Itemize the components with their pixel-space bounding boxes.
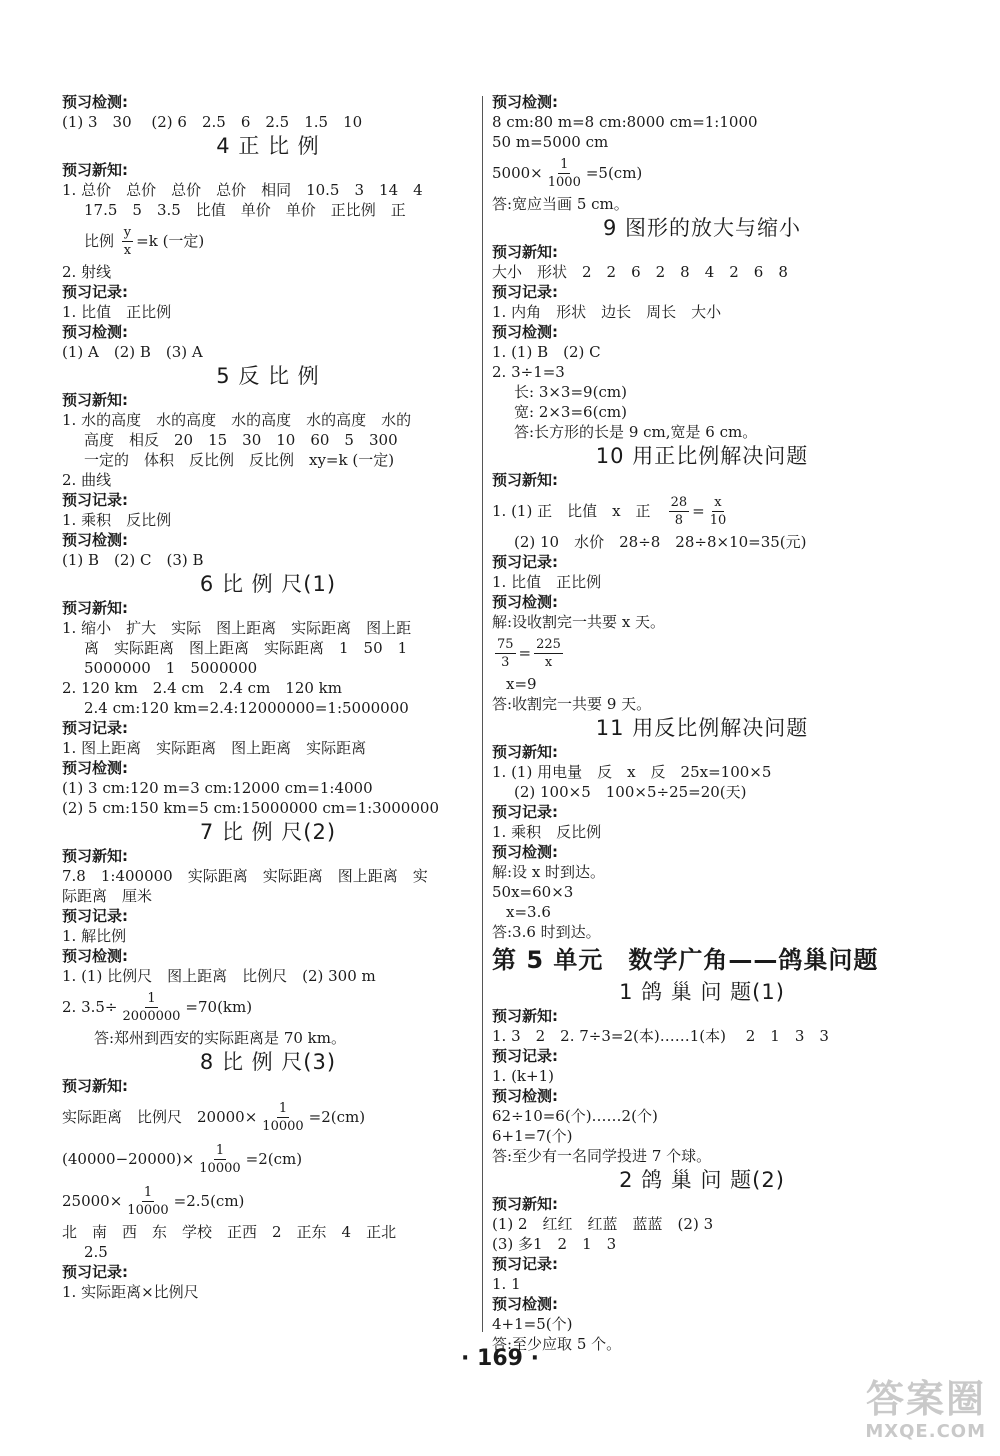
answer-line: 5000000 1 5000000 [84, 659, 258, 677]
answer-line: 1. 图上距离 实际距离 图上距离 实际距离 [62, 739, 367, 757]
fraction-denominator: 8 [674, 512, 683, 528]
unit-title: 第 5 单元 数学广角——鸽巢问题 [492, 946, 879, 974]
answer-line: 2.5 [84, 1243, 108, 1261]
section-label: 预习检测: [62, 323, 128, 341]
answer-line: 答:宽应当画 5 cm。 [492, 195, 629, 213]
math-line [492, 490, 912, 532]
section-label: 预习检测: [62, 93, 128, 111]
math-text: =k (一定) [136, 232, 205, 250]
answer-line: 2. 射线 [62, 263, 112, 281]
fraction-denominator: 1000 [547, 174, 581, 190]
fraction [260, 1100, 305, 1135]
fraction-denominator: 2000000 [122, 1008, 181, 1024]
section-label: 预习记录: [62, 907, 128, 925]
answer-line: 北 南 西 东 学校 正西 2 正东 4 正北 [62, 1223, 397, 1241]
section-label: 预习记录: [492, 803, 558, 821]
fraction [197, 1142, 242, 1177]
math-text: 实际距离 比例尺 20000× [62, 1108, 258, 1126]
math-text: 2. 3.5÷ [62, 998, 118, 1016]
fraction [708, 494, 729, 529]
lesson-title: 9 图形的放大与缩小 [602, 216, 802, 240]
answer-line: 1. 内角 形状 边长 周长 大小 [492, 303, 722, 321]
lesson-title: 4 正 比 例 [216, 134, 320, 158]
section-label: 预习新知: [492, 1007, 558, 1025]
answer-line: 1. 乘积 反比例 [492, 823, 602, 841]
answer-line: 答:郑州到西安的实际距离是 70 km。 [94, 1029, 346, 1047]
answer-line: 7.8 1:400000 实际距离 实际距离 图上距离 实 [62, 867, 428, 885]
math-text: = [692, 502, 705, 520]
fraction-denominator: 10 [709, 512, 727, 528]
answer-line: 高度 相反 20 15 30 10 60 5 300 [84, 431, 398, 449]
math-line [62, 220, 474, 262]
section-label: 预习检测: [492, 93, 558, 111]
fraction [546, 156, 583, 191]
lesson-title: 11 用反比例解决问题 [595, 716, 809, 740]
fraction-numerator: 28 [670, 494, 688, 510]
answer-line: (2) 100×5 100×5÷25=20(天) [514, 783, 747, 801]
answer-line: 际距离 厘米 [62, 887, 153, 905]
math-text: 比例 [84, 232, 119, 250]
answer-line: 1. (1) B (2) C [492, 343, 601, 361]
lesson-title: 7 比 例 尺(2) [199, 820, 337, 844]
answer-line: 17.5 5 3.5 比值 单价 单价 正比例 正 [84, 201, 406, 219]
fraction-denominator: x [123, 242, 132, 258]
fraction-denominator: 10000 [127, 1202, 169, 1218]
lesson-title: 8 比 例 尺(3) [199, 1050, 337, 1074]
section-label: 预习新知: [492, 1195, 558, 1213]
section-label: 预习检测: [62, 759, 128, 777]
answer-line: 62÷10=6(个)……2(个) [492, 1107, 658, 1125]
section-label: 预习记录: [62, 1263, 128, 1281]
answer-line: (1) 3 30 (2) 6 2.5 6 2.5 1.5 10 [62, 113, 363, 131]
answer-line: 答:收割完一共要 9 天。 [492, 695, 652, 713]
fraction-denominator: 10000 [199, 1160, 241, 1176]
answer-line: 50x=60×3 [492, 883, 574, 901]
column-divider [482, 96, 483, 1332]
answer-line: (1) B (2) C (3) B [62, 551, 204, 569]
answer-line: (2) 10 水价 28÷8 28÷8×10=35(元) [514, 533, 807, 551]
answer-line: (2) 5 cm:150 km=5 cm:15000000 cm=1:3000000 [62, 799, 439, 817]
page-number: · 169 · [461, 1346, 539, 1371]
section-label: 预习检测: [492, 1087, 558, 1105]
math-text: = [518, 644, 532, 662]
section-label: 预习新知: [492, 471, 558, 489]
section-label: 预习新知: [492, 743, 558, 761]
section-label: 预习记录: [492, 1047, 558, 1065]
fraction-numerator: 1 [560, 156, 569, 172]
section-label: 预习新知: [62, 599, 128, 617]
answer-line: (1) 2 红红 红蓝 蓝蓝 (2) 3 [492, 1215, 714, 1233]
math-text: 5000× [492, 164, 543, 182]
section-label: 预习检测: [492, 593, 558, 611]
fraction-numerator: x [714, 494, 722, 510]
lesson-title: 6 比 例 尺(1) [199, 572, 337, 596]
answer-line: 大小 形状 2 2 6 2 8 4 2 6 8 [492, 263, 788, 281]
math-line [62, 1138, 474, 1180]
answer-line: 答:至少应取 5 个。 [492, 1335, 622, 1353]
answer-line: 离 实际距离 图上距离 实际距离 1 50 1 [84, 639, 408, 657]
left-column [62, 92, 474, 1302]
section-label: 预习记录: [62, 491, 128, 509]
answer-line: 1. 水的高度 水的高度 水的高度 水的高度 水的 [62, 411, 412, 429]
lesson-title: 5 反 比 例 [216, 364, 320, 388]
answer-line: x=3.6 [506, 903, 551, 921]
math-line [62, 1180, 474, 1222]
section-label: 预习新知: [62, 391, 128, 409]
answer-line: 2. 曲线 [62, 471, 112, 489]
answer-line: 一定的 体积 反比例 反比例 xy=k (一定) [84, 451, 395, 469]
fraction [669, 494, 690, 529]
answer-line: 1. (1) 比例尺 图上距离 比例尺 (2) 300 m [62, 967, 376, 985]
math-text: (40000−20000)× [62, 1150, 195, 1168]
answer-line: 答:至少有一名同学投进 7 个球。 [492, 1147, 712, 1165]
watermark-url: MXQE.COM [865, 1421, 986, 1442]
lesson-title: 2 鸽 巢 问 题(2) [619, 1168, 785, 1192]
math-line [62, 1096, 474, 1138]
answer-line: 2. 3÷1=3 [492, 363, 565, 381]
answer-line: 1. 乘积 反比例 [62, 511, 172, 529]
section-label: 预习检测: [62, 947, 128, 965]
fraction-numerator: y [123, 224, 132, 240]
answer-line: (1) A (2) B (3) A [62, 343, 203, 361]
section-label: 预习记录: [62, 719, 128, 737]
fraction-numerator: 75 [497, 636, 514, 652]
answer-line: (1) 3 cm:120 m=3 cm:12000 cm=1:4000 [62, 779, 373, 797]
fraction [534, 636, 563, 671]
answer-line: 50 m=5000 cm [492, 133, 609, 151]
lesson-title: 1 鸽 巢 问 题(1) [619, 980, 785, 1004]
math-text: =70(km) [185, 998, 253, 1016]
answer-line: 解:设 x 时到达。 [492, 863, 606, 881]
answer-line: 1. (1) 用电量 反 x 反 25x=100×5 [492, 763, 772, 781]
answer-line: 1. 缩小 扩大 实际 图上距离 实际距离 图上距 [62, 619, 412, 637]
section-label: 预习检测: [492, 323, 558, 341]
section-label: 预习新知: [492, 243, 558, 261]
math-text: =5(cm) [585, 164, 643, 182]
section-label: 预习新知: [62, 1077, 128, 1095]
math-line [492, 152, 912, 194]
answer-line: 1. 1 [492, 1275, 521, 1293]
answer-line: (3) 多1 2 1 3 [492, 1235, 617, 1253]
math-text: =2.5(cm) [173, 1192, 245, 1210]
answer-line: 2.4 cm:120 km=2.4:12000000=1:5000000 [84, 699, 409, 717]
fraction-numerator: 225 [536, 636, 561, 652]
section-label: 预习检测: [492, 843, 558, 861]
answer-line: 答:3.6 时到达。 [492, 923, 601, 941]
math-text: =2(cm) [308, 1108, 366, 1126]
fraction-denominator: 10000 [262, 1118, 304, 1134]
fraction [495, 636, 516, 671]
fraction [122, 224, 133, 259]
section-label: 预习记录: [492, 553, 558, 571]
answer-line: 1. 3 2 2. 7÷3=2(本)……1(本) 2 1 3 3 [492, 1027, 829, 1045]
section-label: 预习检测: [492, 1295, 558, 1313]
section-label: 预习新知: [62, 847, 128, 865]
answer-line: 宽: 2×3=6(cm) [514, 403, 627, 421]
section-label: 预习检测: [62, 531, 128, 549]
math-text: 25000× [62, 1192, 123, 1210]
answer-line: 解:设收割完一共要 x 天。 [492, 613, 666, 631]
fraction-numerator: 1 [143, 1184, 153, 1200]
right-column [492, 92, 912, 1354]
answer-line: 2. 120 km 2.4 cm 2.4 cm 120 km [62, 679, 342, 697]
section-label: 预习记录: [62, 283, 128, 301]
watermark-logo-text: 答案圈 [865, 1377, 986, 1421]
answer-line: 答:长方形的长是 9 cm,宽是 6 cm。 [514, 423, 758, 441]
answer-line: 1. 比值 正比例 [492, 573, 602, 591]
fraction-denominator: 3 [501, 654, 510, 670]
fraction [125, 1184, 170, 1219]
answer-line: 4+1=5(个) [492, 1315, 573, 1333]
answer-line: 6+1=7(个) [492, 1127, 573, 1145]
math-text: =2(cm) [245, 1150, 303, 1168]
answer-line: 1. 总价 总价 总价 总价 相同 10.5 3 14 4 [62, 181, 423, 199]
fraction [121, 990, 183, 1025]
answer-line: x=9 [506, 675, 537, 693]
fraction-numerator: 1 [215, 1142, 225, 1158]
lesson-title: 10 用正比例解决问题 [595, 444, 809, 468]
fraction-numerator: 1 [278, 1100, 288, 1116]
answer-line: 8 cm:80 m=8 cm:8000 cm=1:1000 [492, 113, 758, 131]
section-label: 预习记录: [492, 283, 558, 301]
answer-line: 长: 3×3=9(cm) [514, 383, 627, 401]
math-text: 1. (1) 正 比值 x 正 [492, 502, 666, 520]
watermark-logo [836, 1368, 986, 1442]
answer-line: 1. 实际距离×比例尺 [62, 1283, 199, 1301]
answer-line: 1. 解比例 [62, 927, 127, 945]
math-line [492, 632, 912, 674]
answer-line: 1. (k+1) [492, 1067, 554, 1085]
math-line [62, 986, 474, 1028]
fraction-denominator: x [544, 654, 553, 670]
fraction-numerator: 1 [147, 990, 156, 1006]
answer-line: 1. 比值 正比例 [62, 303, 172, 321]
section-label: 预习记录: [492, 1255, 558, 1273]
section-label: 预习新知: [62, 161, 128, 179]
